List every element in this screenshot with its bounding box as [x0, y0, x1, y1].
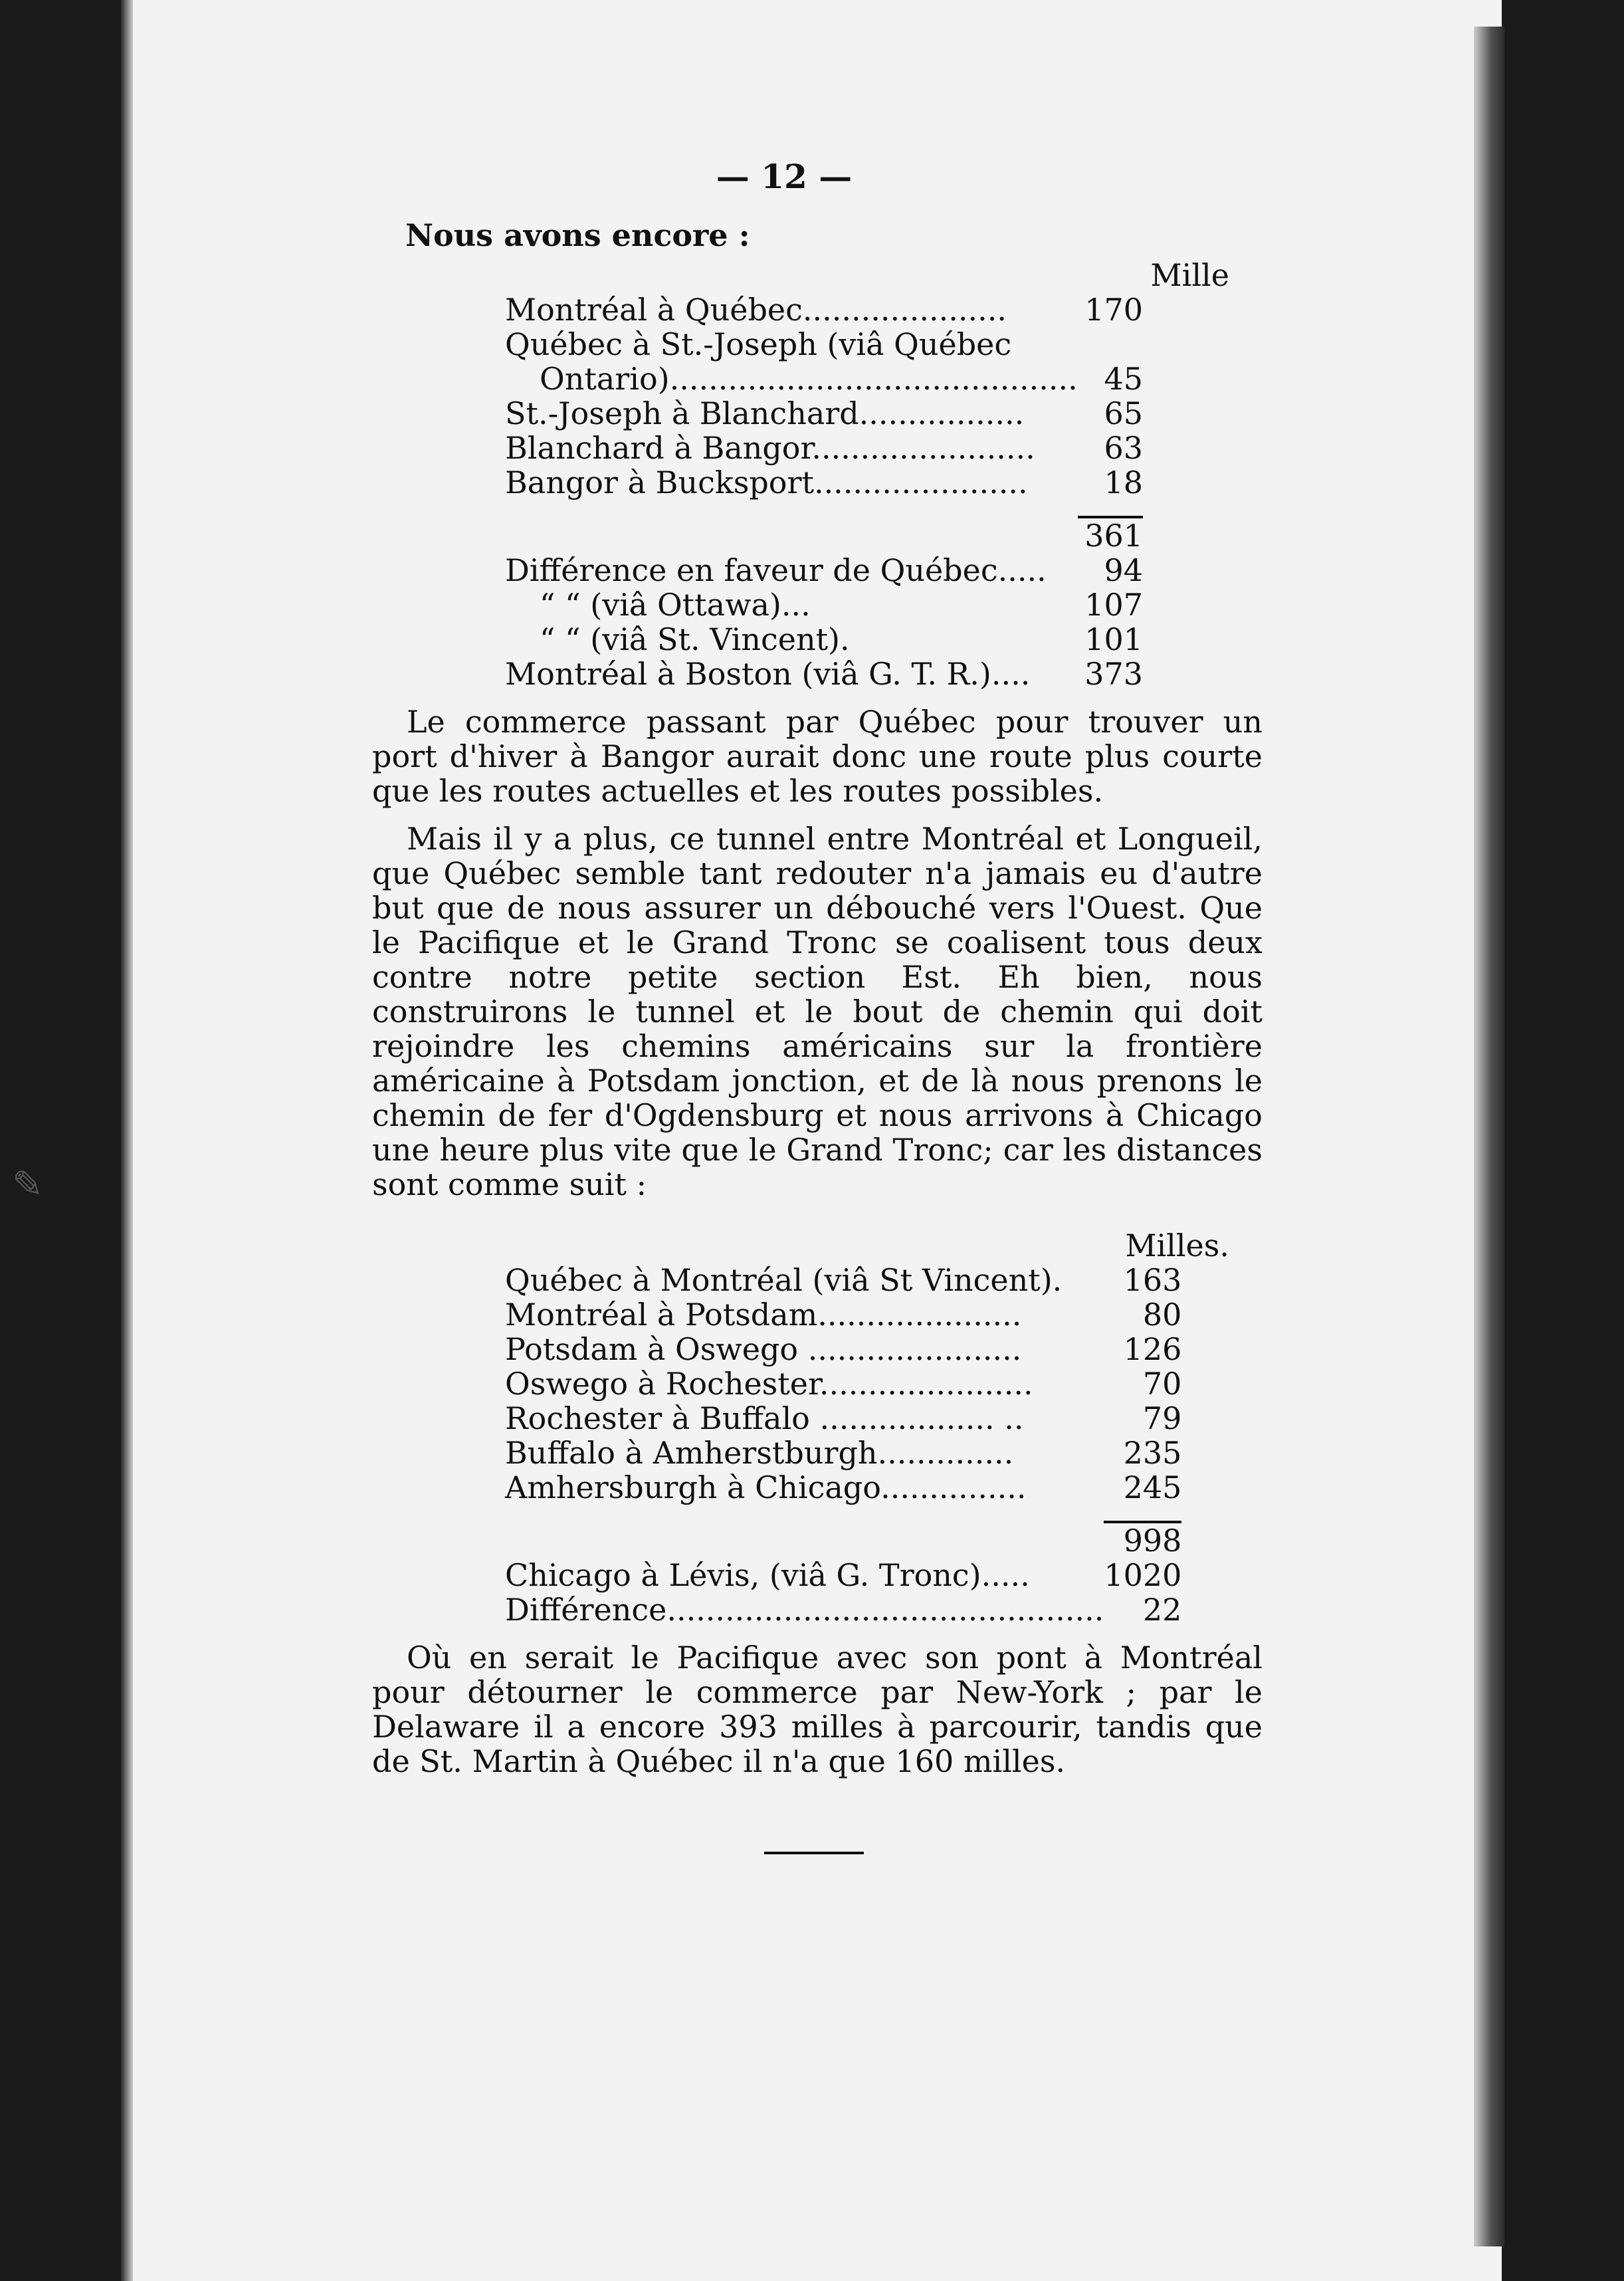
- route-distance: 94: [1104, 552, 1143, 588]
- page-content: [372, 157, 1263, 1854]
- route-distance: 80: [1142, 1297, 1182, 1333]
- route-label: Potsdam à Oswego ......................: [505, 1331, 1022, 1367]
- table1-unit: Mille: [1150, 257, 1229, 293]
- sum-rule: [505, 1505, 1181, 1522]
- table-row: [505, 292, 1143, 327]
- route-distance: 18: [1104, 465, 1143, 500]
- paragraph: Le commerce passant par Québec pour trouver un port d'hiver à Bangor aurait donc une route plus courte que les routes actuelles et les routes possibles.: [372, 704, 1263, 809]
- table-row: [505, 1436, 1181, 1470]
- sum-rule: [505, 500, 1143, 517]
- total-distance: 998: [1123, 1523, 1182, 1559]
- distance-table-2: [505, 1263, 1181, 1627]
- route-label: Différence.............................................: [505, 1592, 1104, 1628]
- route-label: Oswego à Rochester......................: [505, 1366, 1033, 1402]
- margin-mark-icon: ✎: [12, 1163, 43, 1206]
- route-label: Québec à Montréal (viâ St Vincent).: [505, 1262, 1063, 1298]
- route-distance: 70: [1142, 1366, 1182, 1402]
- route-label: “ “ (viâ Ottawa)...: [540, 587, 811, 623]
- table-row: [505, 465, 1143, 500]
- total-row: [505, 1522, 1181, 1558]
- table-row: [505, 1297, 1181, 1332]
- table-row: [505, 1263, 1181, 1297]
- route-label: Amhersburgh à Chicago...............: [505, 1469, 1027, 1505]
- route-label: Montréal à Potsdam.....................: [505, 1297, 1022, 1333]
- table-row: [505, 1332, 1181, 1366]
- total-row: [505, 517, 1143, 553]
- distance-table-1: [505, 292, 1143, 691]
- route-distance: 63: [1104, 430, 1143, 466]
- table-row: [505, 1592, 1181, 1627]
- page-number: — 12 —: [716, 157, 853, 196]
- table-row: [505, 1366, 1181, 1401]
- table-row: [505, 1401, 1181, 1436]
- table-row: [505, 553, 1143, 588]
- route-distance: 22: [1142, 1592, 1182, 1628]
- route-label: Différence en faveur de Québec.....: [505, 552, 1047, 588]
- route-distance: [1078, 327, 1143, 362]
- route-distance: 245: [1123, 1469, 1182, 1505]
- route-distance: 65: [1104, 395, 1143, 431]
- table-row: [505, 362, 1143, 396]
- table-row: [505, 588, 1143, 622]
- table-row: [505, 1470, 1181, 1505]
- table-row: [505, 657, 1143, 691]
- table-row: [505, 431, 1143, 465]
- route-label: Buffalo à Amherstburgh..............: [505, 1435, 1014, 1471]
- route-distance: 101: [1084, 621, 1143, 657]
- table2-unit: Milles.: [1125, 1228, 1229, 1263]
- end-rule: [764, 1852, 864, 1854]
- route-label: Montréal à Boston (viâ G. T. R.)....: [505, 656, 1031, 692]
- route-distance: 1020: [1104, 1557, 1182, 1593]
- table-row: [505, 622, 1143, 657]
- route-distance: 163: [1123, 1262, 1182, 1298]
- route-label: Rochester à Buffalo .................. ..: [505, 1400, 1024, 1436]
- route-distance: 79: [1142, 1400, 1182, 1436]
- route-distance: 235: [1123, 1435, 1182, 1471]
- table-row: [505, 1558, 1181, 1592]
- route-distance: 170: [1084, 292, 1143, 328]
- route-distance: 45: [1104, 361, 1143, 397]
- intro-line: Nous avons encore :: [405, 217, 750, 253]
- route-label: Ontario)..........................................: [540, 361, 1078, 397]
- closing-paragraph: Où en serait le Pacifique avec son pont à Montréal pour détourner le commerce par New-York ; par le Delaware il a encore 393 milles à parcourir, tandis que de St. Martin à Québec il n'a que 160 milles.: [372, 1640, 1263, 1779]
- route-distance: 107: [1084, 587, 1143, 623]
- route-label: Bangor à Bucksport......................: [505, 465, 1028, 500]
- route-label: Blanchard à Bangor.......................: [505, 430, 1035, 466]
- route-distance: 373: [1084, 656, 1143, 692]
- paragraph: Mais il y a plus, ce tunnel entre Montréal et Longueil, que Québec semble tant redouter n'a jamais eu d'autre but que de nous assurer un débouché vers l'Ouest. Que le Pacifique et le Grand Tronc se coalisent tous deux contre notre petite section Est. Eh bien, nous construirons le tunnel et le bout de chemin qui doit rejoindre les chemins américains sur la frontière américaine à Potsdam jonction, et de là nous prenons le chemin de fer d'Ogdensburg et nous arrivons à Chicago une heure plus vite que le Grand Tronc; car les distances sont comme suit :: [372, 821, 1263, 1202]
- route-label: Montréal à Québec.....................: [505, 292, 1007, 328]
- total-distance: 361: [1084, 518, 1143, 554]
- table-row: [505, 327, 1143, 362]
- table-row: [505, 396, 1143, 431]
- route-label: Québec à St.-Joseph (viâ Québec: [505, 326, 1012, 362]
- route-label: “ “ (viâ St. Vincent).: [540, 621, 850, 657]
- route-distance: 126: [1123, 1331, 1182, 1367]
- page-right-edge: [1474, 27, 1504, 2246]
- route-label: Chicago à Lévis, (viâ G. Tronc).....: [505, 1557, 1030, 1593]
- route-label: St.-Joseph à Blanchard.................: [505, 395, 1025, 431]
